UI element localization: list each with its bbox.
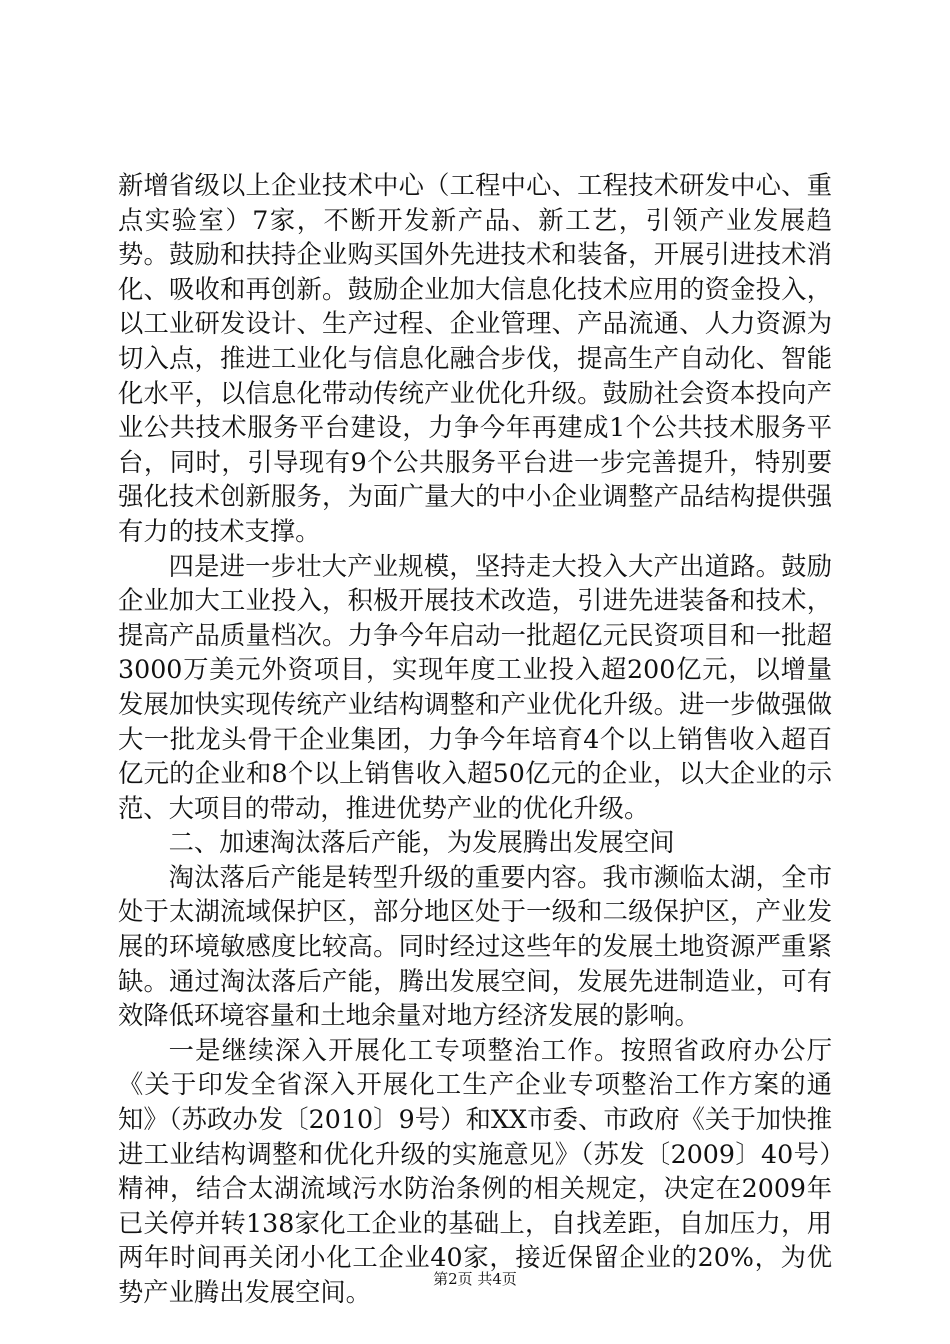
paragraph-expand-industrial-scale: 四是进一步壮大产业规模，坚持走大投入大产出道路。鼓励企业加大工业投入，积极开展技术改造，引进先进装备和技术，提高产品质量档次。力争今年启动一批超亿元民资项目和一批超3000万美元外资项目，实现年度工业投入超200亿元，以增量发展加快实现传统产业结构调整和产业优化升级。进一步做强做大一批龙头骨干企业集团，力争今年培育4个以上销售收入超百亿元的企业和8个以上销售收入超50亿元的企业，以大企业的示范、大项目的带动，推进优势产业的优化升级。 bbox=[118, 551, 832, 823]
section-heading-eliminate-backward-capacity: 二、加速淘汰落后产能，为发展腾出发展空间 bbox=[168, 828, 675, 858]
paragraph-backward-capacity-importance: 淘汰落后产能是转型升级的重要内容。我市濒临太湖，全市处于太湖流域保护区，部分地区处于一级和二级保护区，产业发展的环境敏感度比较高。同时经过这些年的发展土地资源严重紧缺。通过淘汰落后产能，腾出发展空间，发展先进制造业，可有效降低环境容量和土地余量对地方经济发展的影响。 bbox=[118, 862, 832, 1031]
paragraph-chemical-industry-rectification: 一是继续深入开展化工专项整治工作。按照省政府办公厅《关于印发全省深入开展化工生产企业专项整治工作方案的通知》（苏政办发〔2010〕9号）和XX市委、市政府《关于加快推进工业结构调整和优化升级的实施意见》（苏发〔2009〕40号）精神，结合太湖流域污水防治条例的相关规定，决定在2009年已关停并转138家化工企业的基础上，自找差距，自加压力，用两年时间再关闭小化工企业40家，接近保留企业的20%，为优势产业腾出发展空间。 bbox=[118, 1035, 832, 1307]
page-number-footer: 第2页 共4页 bbox=[433, 1270, 517, 1288]
document-body bbox=[118, 169, 832, 1311]
paragraph-continued-tech-centers: 新增省级以上企业技术中心（工程中心、工程技术研发中心、重点实验室）7家，不断开发新产品、新工艺，引领产业发展趋势。鼓励和扶持企业购买国外先进技术和装备，开展引进技术消化、吸收和再创新。鼓励企业加大信息化技术应用的资金投入，以工业研发设计、生产过程、企业管理、产品流通、人力资源为切入点，推进工业化与信息化融合步伐，提高生产自动化、智能化水平，以信息化带动传统产业优化升级。鼓励社会资本投向产业公共技术服务平台建设，力争今年再建成1个公共技术服务平台，同时，引导现有9个公共服务平台进一步完善提升，特别要强化技术创新服务，为面广量大的中小企业调整产品结构提供强有力的技术支撑。 bbox=[118, 171, 832, 546]
